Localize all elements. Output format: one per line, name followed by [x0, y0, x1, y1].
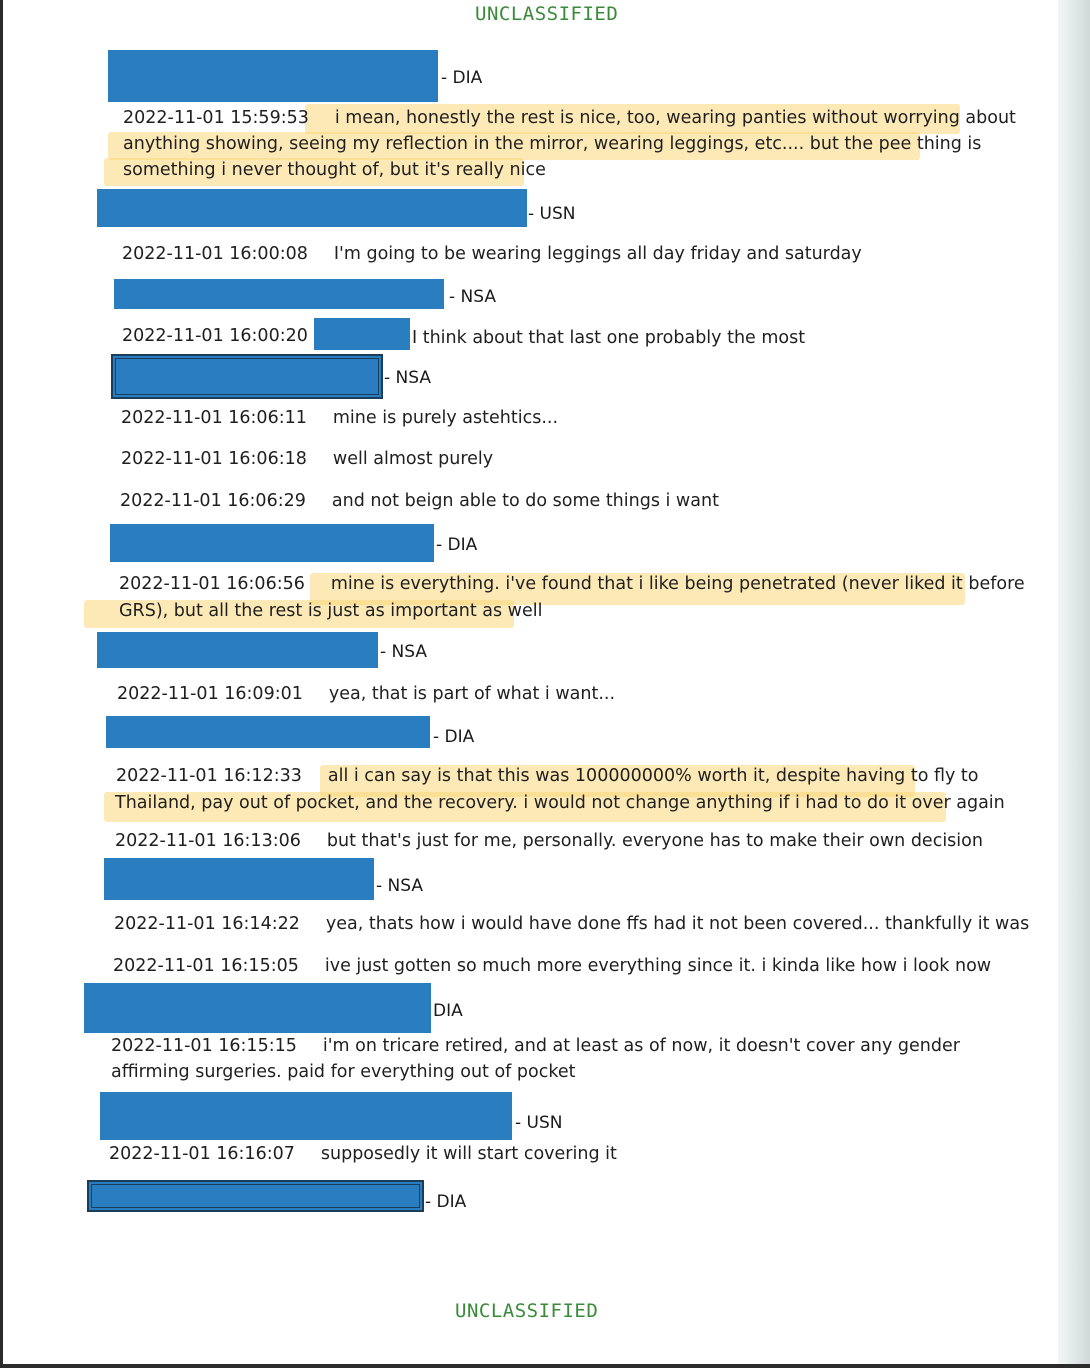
message-text: GRS), but all the rest is just as important as well	[119, 601, 543, 621]
message-text: Thailand, pay out of pocket, and the recovery. i would not change anything if i had to do it over again	[115, 793, 1005, 813]
redaction-bar	[111, 354, 383, 399]
message-timestamp: 2022-11-01 16:06:29	[120, 491, 306, 511]
message-text: I think about that last one probably the most	[412, 328, 806, 348]
message-text: but that's just for me, personally. everyone has to make their own decision	[326, 831, 983, 851]
message-line	[120, 491, 719, 511]
agency-label: - DIA	[436, 535, 478, 555]
page-right-shadow	[1058, 0, 1090, 1368]
message-line	[123, 108, 1016, 128]
redaction-bar	[97, 189, 527, 227]
message-timestamp: 2022-11-01 16:15:05	[113, 956, 299, 976]
page-left-edge	[0, 0, 3, 1368]
message-text: well almost purely	[332, 449, 494, 469]
message-timestamp: 2022-11-01 16:15:15	[111, 1036, 297, 1056]
message-line	[109, 1144, 617, 1164]
message-line	[121, 449, 493, 469]
message-line	[121, 408, 558, 428]
message-timestamp: 2022-11-01 16:06:11	[121, 408, 307, 428]
message-line	[116, 766, 979, 786]
message-text: yea, thats how i would have done ffs had it not been covered... thankfully it was	[325, 914, 1030, 934]
message-line	[119, 574, 1025, 594]
message-line	[115, 831, 983, 851]
message-text: all i can say is that this was 100000000% worth it, despite having to fly to	[327, 766, 979, 786]
message-text: yea, that is part of what i want...	[328, 684, 616, 704]
message-line	[122, 326, 308, 346]
redaction-bar	[108, 50, 438, 102]
message-line	[111, 1036, 960, 1056]
message-timestamp: 2022-11-01 16:12:33	[116, 766, 302, 786]
agency-label: - NSA	[380, 642, 427, 662]
message-text: i'm on tricare retired, and at least as of now, it doesn't cover any gender	[322, 1036, 960, 1056]
message-text: supposedly it will start covering it	[320, 1144, 617, 1164]
message-timestamp: 2022-11-01 16:13:06	[115, 831, 301, 851]
message-text: mine is purely astehtics...	[332, 408, 559, 428]
message-line	[117, 684, 615, 704]
message-text: ive just gotten so much more everything since it. i kinda like how i look now	[324, 956, 992, 976]
message-line	[113, 956, 991, 976]
redaction-bar	[100, 1092, 512, 1140]
message-timestamp: 2022-11-01 16:00:20	[122, 326, 308, 346]
message-text: anything showing, seeing my reflection in the mirror, wearing leggings, etc.... but the pee thing is	[123, 134, 982, 154]
agency-label: - USN	[515, 1113, 563, 1133]
agency-label: - DIA	[425, 1192, 467, 1212]
agency-label: DIA	[433, 1001, 463, 1021]
redaction-bar	[87, 1180, 424, 1212]
redaction-bar	[314, 318, 410, 350]
message-timestamp: 2022-11-01 16:06:18	[121, 449, 307, 469]
message-timestamp: 2022-11-01 16:14:22	[114, 914, 300, 934]
message-line	[114, 914, 1029, 934]
agency-label: - USN	[528, 204, 576, 224]
agency-label: - DIA	[441, 68, 483, 88]
message-text: i mean, honestly the rest is nice, too, wearing panties without worrying about	[334, 108, 1016, 128]
footer-classification: UNCLASSIFIED	[455, 1300, 599, 1322]
message-timestamp: 2022-11-01 15:59:53	[123, 108, 309, 128]
agency-label: - DIA	[433, 727, 475, 747]
message-timestamp: 2022-11-01 16:09:01	[117, 684, 303, 704]
agency-label: - NSA	[376, 876, 423, 896]
header-classification: UNCLASSIFIED	[475, 3, 619, 25]
message-text: I'm going to be wearing leggings all day friday and saturday	[333, 244, 862, 264]
message-text: and not beign able to do some things i want	[331, 491, 719, 511]
redaction-bar	[110, 524, 434, 562]
redaction-bar	[106, 716, 430, 748]
message-timestamp: 2022-11-01 16:16:07	[109, 1144, 295, 1164]
message-timestamp: 2022-11-01 16:06:56	[119, 574, 305, 594]
message-text: mine is everything. i've found that i like being penetrated (never liked it before	[330, 574, 1025, 594]
message-timestamp: 2022-11-01 16:00:08	[122, 244, 308, 264]
redaction-bar	[114, 279, 444, 309]
redaction-bar	[84, 983, 431, 1033]
message-text: something i never thought of, but it's really nice	[123, 160, 546, 180]
redaction-bar	[104, 858, 374, 900]
redaction-bar	[97, 632, 378, 668]
agency-label: - NSA	[384, 368, 431, 388]
message-text: affirming surgeries. paid for everything out of pocket	[111, 1062, 576, 1082]
agency-label: - NSA	[449, 287, 496, 307]
message-line	[122, 244, 862, 264]
page-bottom-edge	[0, 1364, 1090, 1368]
